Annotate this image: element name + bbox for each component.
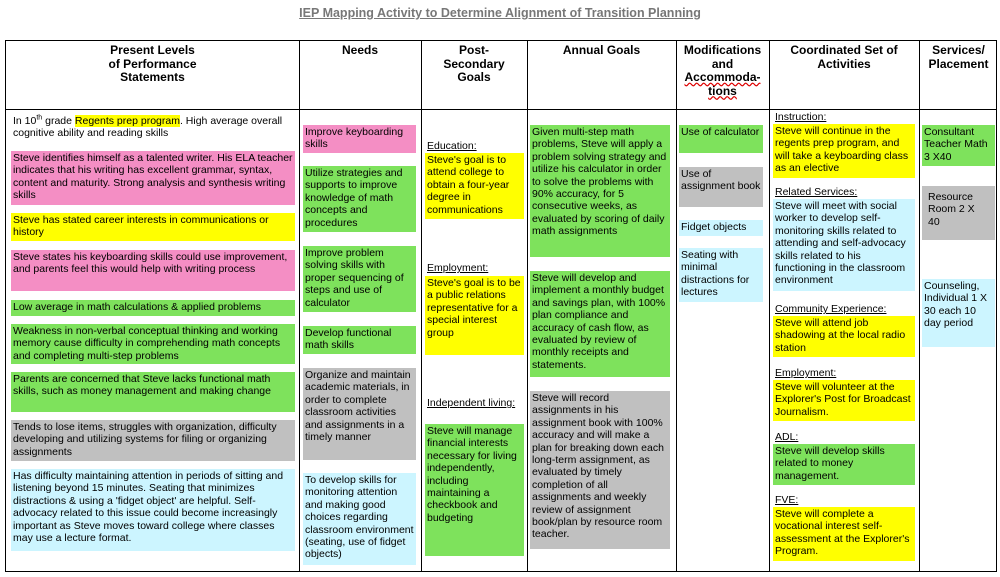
present-level-item: Steve has stated career interests in communications or history	[11, 213, 295, 241]
header-line: Services/	[932, 43, 985, 57]
coord-community-label	[773, 303, 915, 317]
need-item: Develop functional math skills	[303, 326, 416, 354]
post-secondary-education-label	[425, 140, 524, 154]
coord-instruction-label	[773, 111, 915, 125]
header-line: and	[711, 56, 734, 71]
intro-prefix: In 10	[13, 115, 37, 127]
coord-employment-heading: Employment:	[775, 367, 837, 379]
post-secondary-independent-label	[425, 397, 524, 424]
post-secondary-employment-label	[425, 262, 524, 276]
post-secondary-employment: Steve's goal is to be a public relations representative for a special interest group	[425, 276, 524, 355]
instruction-label: Instruction:	[775, 111, 827, 123]
header-line: tions	[708, 83, 737, 98]
header-line: Activities	[817, 56, 871, 71]
related-services-label: Related Services:	[775, 186, 858, 198]
education-label: Education:	[427, 140, 477, 152]
page-title: IEP Mapping Activity to Determine Alignment of Transition Planning	[299, 6, 701, 20]
coord-instruction: Steve will continue in the regents prep program, and will take a keyboarding class as an elective	[773, 124, 915, 178]
header-modifications	[676, 44, 769, 98]
intro-grade: grade	[42, 115, 75, 127]
community-label: Community Experience:	[775, 303, 887, 315]
present-level-item: Low average in math calculations & applied problems	[11, 300, 295, 316]
modification-item: Fidget objects	[679, 220, 763, 236]
present-level-item: Steve identifies himself as a talented writer. His ELA teacher indicates that his writing has excellent grammar, syntax, content and maturity. Strong analysis and synthesis writing skills	[11, 151, 295, 205]
present-level-intro	[11, 114, 295, 144]
modification-item: Use of calculator	[679, 125, 763, 153]
adl-label: ADL:	[775, 431, 799, 443]
need-item: Organize and maintain academic materials, in order to complete classroom activities and assignments in a timely manner	[303, 368, 416, 460]
employment-label: Employment:	[427, 262, 489, 274]
service-item-outer	[922, 186, 995, 240]
coord-adl-label	[773, 431, 915, 445]
modification-item: Seating with minimal distractions for lectures	[679, 248, 763, 302]
service-item: Resource Room 2 X 40	[928, 191, 989, 228]
header-line: of Performance	[108, 56, 197, 71]
header-line: Coordinated Set of	[790, 43, 898, 57]
annual-goal: Steve will record assignments in his assignment book with 100% accuracy and will make a plan for breaking down each long-term assignment, as evaluated by timely completion of all assignments and weekly review of assignment book/plan by resource room teacher.	[530, 391, 670, 549]
header-line: Statements	[120, 70, 185, 84]
intro-highlight: Regents prep program	[74, 115, 180, 127]
post-secondary-independent: Steve will manage financial interests necessary for living independently, including maintaining a checkbook and budgeting	[425, 424, 524, 556]
present-level-item: Tends to lose items, struggles with organization, difficulty developing and utilizing systems for filing or organizing assignments	[11, 420, 295, 461]
present-level-item: Weakness in non-verbal conceptual thinking and working memory cause difficulty in comprehending math concepts and completing multi-step problems	[11, 324, 295, 364]
present-level-item: Has difficulty maintaining attention in periods of sitting and listening beyond 15 minutes. Seating that minimizes distractions & using a 'fidget object' are helpful. Self-advocacy related to this issue could become increasingly important as Steve moves toward college where classes may use a lecture format.	[11, 469, 295, 551]
header-needs: Needs	[341, 43, 379, 57]
coord-fve-label	[773, 494, 915, 508]
present-level-item: Steve states his keyboarding skills could use improvement, and parents feel this would help with writing process	[11, 250, 295, 291]
header-line: Goals	[457, 70, 491, 84]
need-item: Utilize strategies and supports to improve knowledge of math concepts and procedures	[303, 166, 416, 232]
header-line: Placement	[928, 56, 989, 71]
header-line: Accommoda-	[684, 70, 761, 84]
coord-community: Steve will attend job shadowing at the local radio station	[773, 316, 915, 357]
header-line: Modifications	[683, 43, 762, 57]
header-line: Secondary	[443, 56, 505, 71]
need-item: Improve problem solving skills with proper sequencing of steps and use of calculator	[303, 246, 416, 312]
need-item: To develop skills for monitoring attention and making good choices regarding classroom environment (seating, use of fidget objects)	[303, 473, 416, 565]
header-annual-goals: Annual Goals	[562, 43, 641, 57]
need-item: Improve keyboarding skills	[303, 125, 416, 153]
header-services	[919, 44, 998, 71]
coord-employment: Steve will volunteer at the Explorer's Post for Broadcast Journalism.	[773, 380, 915, 421]
header-line: Post-	[459, 43, 489, 57]
modification-item: Use of assignment book	[679, 167, 763, 207]
annual-goal: Steve will develop and implement a monthly budget and savings plan, with 100% plan compliance and accuracy of cash flow, as evaluated by review of monthly receipts and statements.	[530, 271, 670, 377]
post-secondary-education: Steve's goal is to attend college to obtain a four-year degree in communications	[425, 153, 524, 219]
iep-table	[5, 40, 997, 572]
fve-label: FVE:	[775, 494, 799, 506]
independent-label: Independent living:	[427, 397, 516, 409]
service-item: Consultant Teacher Math 3 X40	[922, 125, 995, 166]
header-present-levels	[6, 44, 299, 85]
coord-adl: Steve will develop skills related to money management.	[773, 444, 915, 485]
service-item: Counseling, Individual 1 X 30 each 10 day period	[922, 279, 995, 347]
intro-rest: . High average overall cognitive ability and reading skills	[13, 115, 283, 140]
coord-related: Steve will meet with social worker to develop self-monitoring skills related to attending and self-advocacy skills related to his functioning in the classroom environment	[773, 199, 915, 291]
header-post-secondary	[421, 44, 527, 85]
coord-related-label	[773, 186, 915, 200]
coord-fve: Steve will complete a vocational interest self-assessment at the Explorer's Program.	[773, 507, 915, 561]
annual-goal: Given multi-step math problems, Steve will apply a problem solving strategy and utilize his calculator in order to solve the problems with 90% accuracy, for 5 consecutive weeks, as evaluated by scoring of daily math assignments	[530, 125, 670, 257]
header-coordinated	[769, 44, 919, 71]
header-line: Present Levels	[110, 43, 195, 57]
present-level-item: Parents are concerned that Steve lacks functional math skills, such as money management and making change	[11, 372, 295, 412]
intro-sup: th	[36, 114, 43, 122]
coord-employment-label	[773, 367, 915, 381]
